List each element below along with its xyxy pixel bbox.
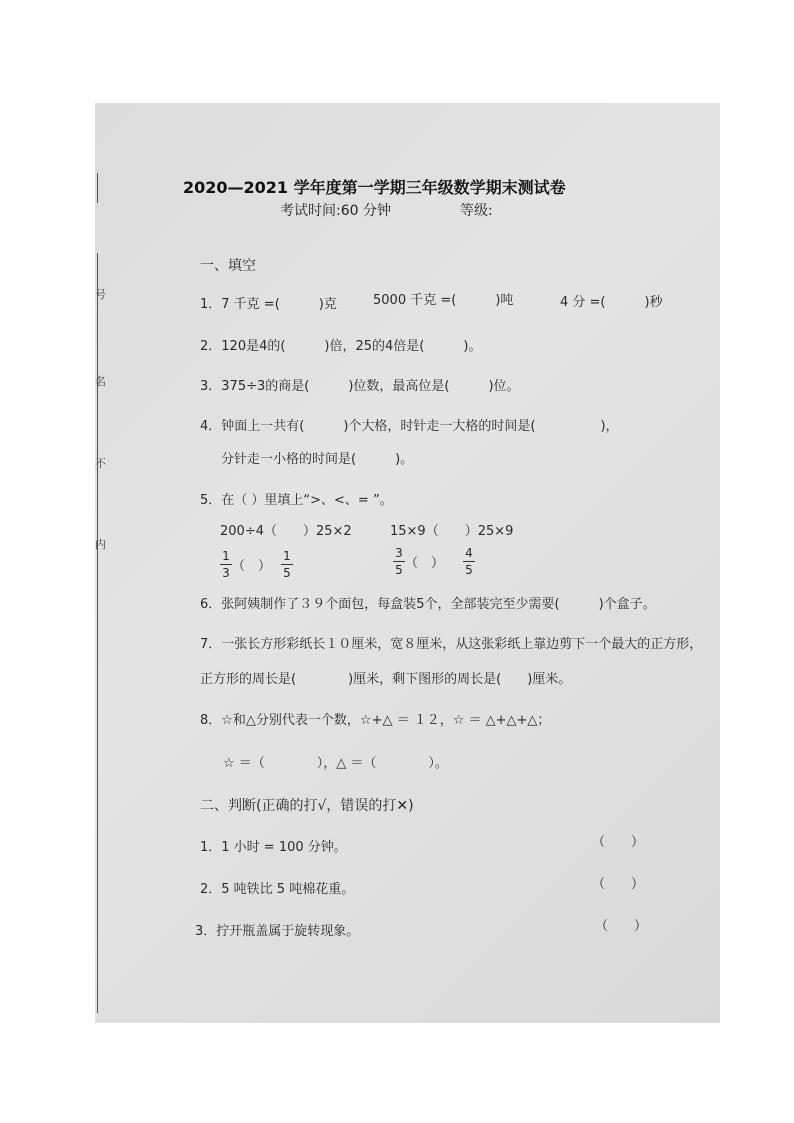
margin-char: 名: [95, 375, 106, 388]
judgement-3-blank: （ ）: [595, 919, 648, 934]
judgement-1-blank: （ ）: [592, 835, 645, 850]
margin-char: 内: [95, 538, 106, 551]
margin-char: 号: [95, 288, 106, 301]
fraction: 1 5: [281, 549, 293, 580]
binding-line: [97, 173, 98, 203]
question-5-expr-1: 200÷4（ ）25×2: [220, 524, 352, 539]
compare-blank: （ ）: [232, 559, 272, 574]
question-7b: 正方形的周长是( )厘米，剩下图形的周长是( )厘米。: [200, 672, 572, 687]
fraction: 4 5: [463, 546, 475, 577]
question-3: 3．375÷3的商是( )位数，最高位是( )位。: [200, 379, 520, 394]
question-2: 2．120是4的( )倍，25的4倍是( )。: [200, 339, 482, 354]
fraction: 1 3: [220, 549, 232, 580]
judgement-1: 1．1 小时 = 100 分钟。: [200, 840, 347, 855]
question-5-stem: 5．在（ ）里填上“>、<、= ”。: [200, 493, 393, 508]
binding-line: [97, 253, 98, 1013]
grade-label: 等级:: [460, 203, 493, 219]
judgement-2: 2．5 吨铁比 5 吨棉花重。: [200, 882, 355, 897]
question-1c: 4 分 =( )秒: [560, 295, 663, 310]
judgement-2-blank: （ ）: [592, 877, 645, 892]
question-8a: 8．☆和△分别代表一个数，☆+△ ＝ １２，☆ ＝ △+△+△；: [200, 713, 551, 728]
exam-title: 2020—2021 学年度第一学期三年级数学期末测试卷: [183, 178, 566, 197]
question-4a: 4．钟面上一共有( )个大格，时针走一大格的时间是( )，: [200, 419, 619, 434]
margin-char: 不: [95, 457, 106, 470]
question-1a: 1．7 千克 =( )克: [200, 297, 337, 312]
question-6: 6．张阿姨制作了３９个面包，每盒装5个，全部装完至少需要( )个盒子。: [200, 597, 656, 612]
question-5-expr-2: 15×9（ ）25×9: [390, 524, 514, 539]
section2-heading: 二、判断(正确的打√，错误的打✕): [200, 798, 414, 814]
question-8b: ☆ ＝（ ），△ ＝（ ）。: [223, 756, 448, 771]
fraction: 3 5: [393, 546, 405, 577]
exam-time: 考试时间:60 分钟: [280, 203, 391, 219]
question-7a: 7．一张长方形彩纸长１０厘米，宽８厘米，从这张彩纸上靠边剪下一个最大的正方形，: [200, 637, 703, 652]
question-1b: 5000 千克 =( )吨: [373, 293, 514, 308]
exam-paper: [95, 103, 720, 1023]
judgement-3: 3．拧开瓶盖属于旋转现象。: [195, 924, 360, 939]
section1-heading: 一、填空: [200, 258, 256, 274]
question-4b: 分针走一小格的时间是( )。: [221, 452, 414, 467]
compare-blank: （ ）: [405, 556, 445, 571]
